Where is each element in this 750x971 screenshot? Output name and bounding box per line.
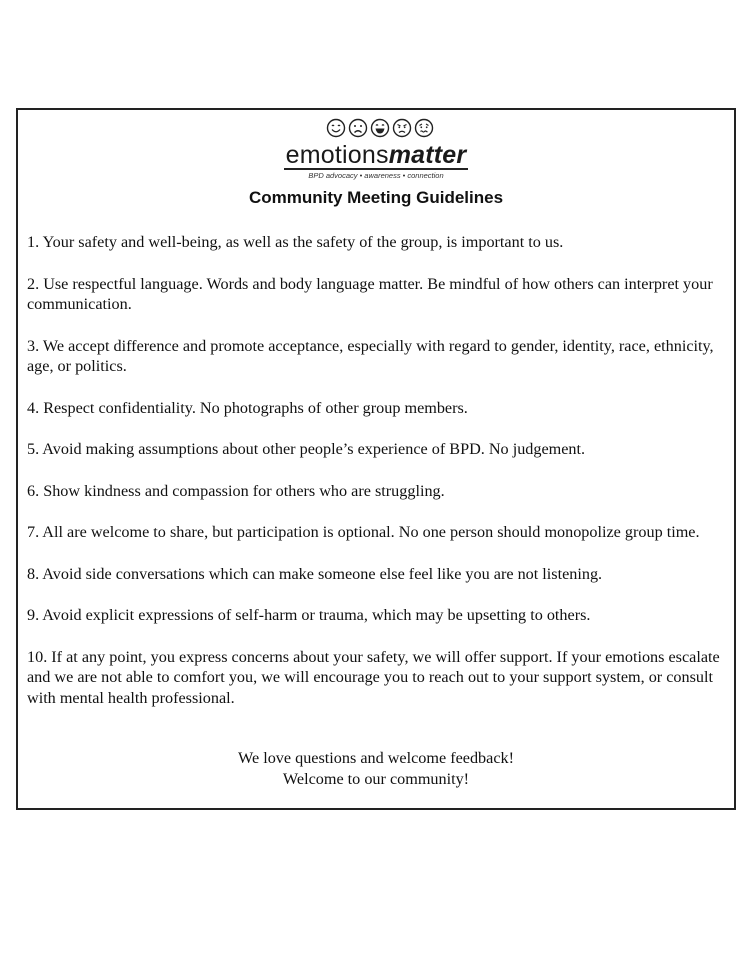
guidelines-list: [27, 232, 728, 729]
guideline-item: 1. Your safety and well-being, as well as the safety of the group, is important to us.: [27, 233, 564, 251]
laughing-face-icon: [370, 118, 390, 138]
document-title: Community Meeting Guidelines: [248, 188, 504, 207]
guideline-item: 2. Use respectful language. Words and body language matter. Be mindful of how others can interpret your communication.: [27, 274, 713, 313]
brand-bold-text: matter: [388, 141, 467, 169]
brand-wordmark: [284, 142, 469, 170]
closing-message: [18, 748, 734, 790]
worried-face-icon: [414, 118, 434, 138]
happy-face-icon: [326, 118, 346, 138]
closing-line-feedback: We love questions and welcome feedback!: [237, 749, 515, 767]
emoji-row: [326, 118, 434, 138]
guidelines-frame: [16, 108, 736, 810]
sad-face-icon: [348, 118, 368, 138]
angry-face-icon: [392, 118, 412, 138]
emotions-matter-logo: [18, 118, 734, 181]
guideline-item: 6. Show kindness and compassion for others who are struggling.: [27, 481, 445, 500]
guideline-item: 5. Avoid making assumptions about other people’s experience of BPD. No judgement.: [27, 440, 586, 458]
guideline-item: 9. Avoid explicit expressions of self-harm or trauma, which may be upsetting to others.: [27, 606, 591, 624]
guideline-item: 4. Respect confidentiality. No photographs of other group members.: [27, 398, 468, 417]
guideline-item: 7. All are welcome to share, but participation is optional. No one person should monopolize group time.: [27, 523, 700, 541]
brand-tagline: BPD advocacy • awareness • connection: [308, 171, 444, 180]
closing-line-welcome: Welcome to our community!: [282, 770, 470, 788]
guideline-item: 3. We accept difference and promote acceptance, especially with regard to gender, identity, race, ethnicity, age, or politics.: [27, 336, 714, 375]
guideline-item: 10. If at any point, you express concerns about your safety, we will offer support. If your emotions escalate and we are not able to comfort you, we will encourage you to reach out to your support system, or consult with mental health professional.: [27, 647, 720, 707]
guideline-item: 8. Avoid side conversations which can make someone else feel like you are not listening.: [27, 564, 603, 583]
brand-light-text: emotions: [285, 141, 389, 169]
